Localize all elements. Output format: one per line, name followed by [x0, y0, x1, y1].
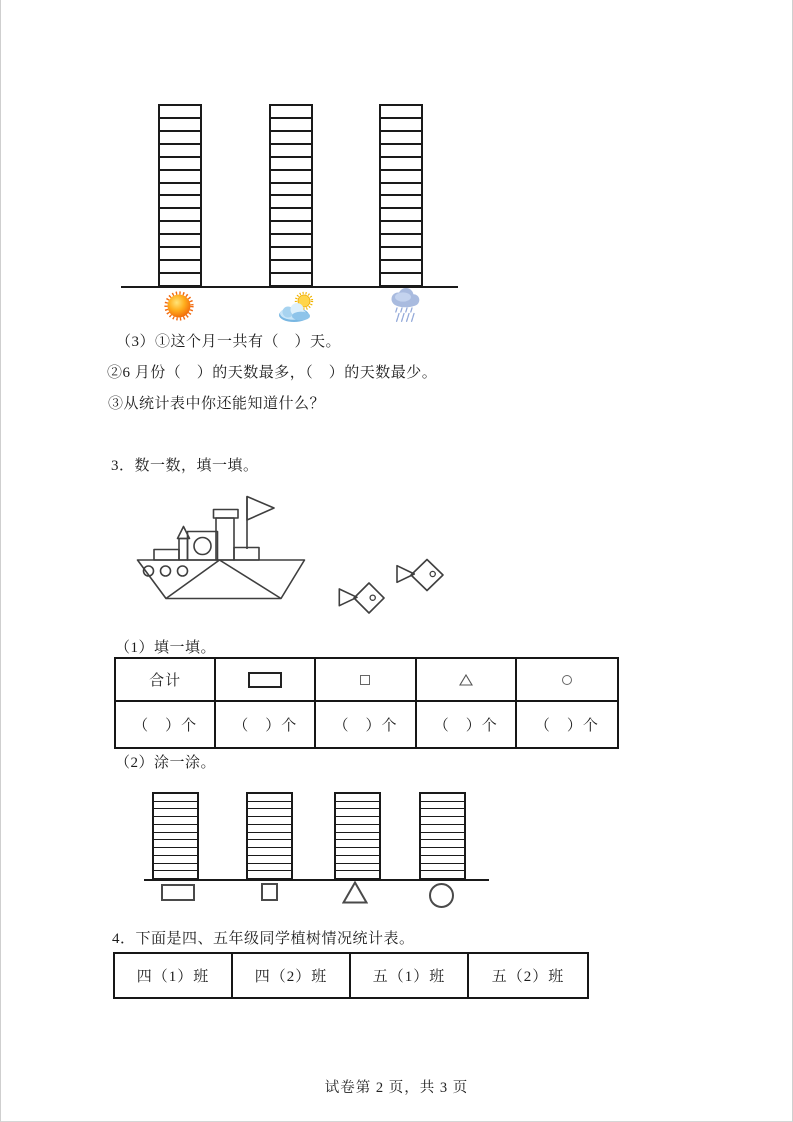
tally-cell	[154, 856, 197, 864]
square-shape-icon	[261, 883, 278, 901]
answer-cell: （ ）个	[116, 702, 216, 747]
answer-cell: （ ）个	[534, 718, 599, 734]
tally-cell	[154, 794, 197, 802]
question3-title: 3．数一数，填一填。	[111, 458, 259, 474]
tally-cell	[381, 196, 421, 209]
question2-part3-line2: ②6 月份（ ）的天数最多，（ ）的天数最少。	[107, 365, 438, 381]
tally-cell	[248, 864, 291, 872]
tally-cell	[381, 209, 421, 222]
tally-cell	[154, 864, 197, 872]
tally-cell	[381, 106, 421, 119]
tally-cell	[421, 809, 464, 817]
class-header-5-2: 五（2）班	[491, 969, 565, 985]
triangle-shape-icon	[459, 674, 473, 686]
tally-cell	[421, 817, 464, 825]
tally-cell	[271, 209, 311, 222]
circle-shape-icon	[562, 675, 572, 685]
tally-cell	[336, 856, 379, 864]
rectangle-shape-icon	[161, 884, 195, 901]
shapes-boat-figure	[121, 485, 461, 620]
tally-column-sunny	[158, 104, 202, 287]
tally-cell	[381, 171, 421, 184]
tally-column-square	[246, 792, 293, 880]
answer-cell: （ ）个	[216, 702, 316, 747]
question3-part2-label: （2）涂一涂。	[115, 755, 217, 771]
tally-cell	[160, 106, 200, 119]
tally-cell	[271, 171, 311, 184]
boat-shape	[138, 497, 305, 599]
tally-cell	[336, 809, 379, 817]
tally-cell	[336, 864, 379, 872]
question2-part3-line1: （3）①这个月一共有（ ）天。	[116, 334, 342, 350]
tally-cell	[336, 848, 379, 856]
tally-column-triangle	[334, 792, 381, 880]
tally-cell	[160, 222, 200, 235]
tally-column-circle	[419, 792, 466, 880]
tally-cell	[421, 802, 464, 810]
class-header-5-1: 五（1）班	[351, 954, 469, 997]
tally-cell	[381, 184, 421, 197]
tally-cell	[336, 840, 379, 848]
partly-cloudy-icon	[277, 291, 317, 323]
tally-cell	[154, 840, 197, 848]
tally-cell	[248, 809, 291, 817]
tally-cell	[160, 171, 200, 184]
tally-column-rectangle	[152, 792, 199, 880]
tally-cell	[248, 802, 291, 810]
tally-cell	[421, 833, 464, 841]
rectangle-shape-icon	[248, 672, 282, 688]
tally-cell	[336, 871, 379, 878]
tally-cell	[421, 864, 464, 872]
tally-cell	[421, 848, 464, 856]
tally-cell	[381, 145, 421, 158]
question2-part3-line3: ③从统计表中你还能知道什么？	[108, 396, 326, 412]
tally-cell	[160, 235, 200, 248]
tally-cell	[336, 833, 379, 841]
tally-cell	[154, 833, 197, 841]
tally-cell	[160, 145, 200, 158]
tally-cell	[381, 261, 421, 274]
tally-cell	[248, 848, 291, 856]
tally-cell	[336, 825, 379, 833]
class-table	[113, 952, 589, 999]
tally-cell	[154, 817, 197, 825]
tally-cell	[160, 158, 200, 171]
tally-cell	[421, 840, 464, 848]
tally-cell	[381, 222, 421, 235]
tally-cell	[154, 848, 197, 856]
shape-count-table	[114, 657, 619, 749]
answer-cell: （ ）个	[316, 702, 416, 747]
tally-cell	[421, 871, 464, 878]
tally-cell	[248, 817, 291, 825]
tally-cell	[381, 274, 421, 285]
question4-title: 4．下面是四、五年级同学植树情况统计表。	[112, 931, 415, 947]
tally-cell	[336, 794, 379, 802]
page-footer: 试卷第 2 页，共 3 页	[324, 1080, 469, 1096]
tally-cell	[248, 794, 291, 802]
tally-cell	[336, 802, 379, 810]
tally-cell	[421, 856, 464, 864]
tally-cell	[421, 825, 464, 833]
tally-cell	[160, 119, 200, 132]
tally-cell	[160, 248, 200, 261]
table-header-triangle	[417, 659, 517, 702]
tally-cell	[271, 261, 311, 274]
tally-cell	[271, 235, 311, 248]
tally-cell	[160, 132, 200, 145]
tally-cell	[154, 871, 197, 878]
tally-cell	[154, 825, 197, 833]
class-header-4-2: 四（2）班	[233, 954, 351, 997]
tally-cell	[248, 871, 291, 878]
table-header-rectangle	[216, 659, 316, 702]
circle-shape-icon	[429, 883, 454, 908]
tally-cell	[154, 802, 197, 810]
tally-cell	[271, 184, 311, 197]
tally-cell	[160, 261, 200, 274]
tally-cell	[160, 196, 200, 209]
tally-cell	[154, 809, 197, 817]
tally-cell	[271, 196, 311, 209]
square-shape-icon	[360, 675, 370, 685]
tally-cell	[248, 856, 291, 864]
tally-cell	[248, 825, 291, 833]
chart-axis-line	[144, 879, 489, 881]
tally-cell	[271, 248, 311, 261]
tally-cell	[271, 158, 311, 171]
question3-part1-label: （1）填一填。	[115, 640, 217, 656]
tally-cell	[271, 222, 311, 235]
sun-icon	[162, 289, 196, 323]
fish-shape-right	[397, 560, 443, 591]
tally-cell	[271, 132, 311, 145]
tally-column-rainy	[379, 104, 423, 287]
tally-cell	[160, 209, 200, 222]
tally-cell	[381, 235, 421, 248]
fish-shape-left	[339, 583, 384, 613]
triangle-shape-icon	[342, 881, 368, 904]
tally-cell	[381, 119, 421, 132]
table-header-circle	[517, 659, 617, 702]
table-header-total: 合计	[116, 659, 216, 702]
tally-cell	[336, 817, 379, 825]
answer-cell: （ ）个	[417, 702, 517, 747]
tally-cell	[160, 184, 200, 197]
tally-column-cloudy	[269, 104, 313, 287]
table-header-square	[316, 659, 416, 702]
tally-cell	[271, 145, 311, 158]
class-header-4-1: 四（1）班	[115, 954, 233, 997]
tally-cell	[248, 840, 291, 848]
tally-cell	[271, 119, 311, 132]
tally-cell	[271, 106, 311, 119]
tally-cell	[421, 794, 464, 802]
tally-cell	[381, 158, 421, 171]
tally-cell	[248, 833, 291, 841]
tally-cell	[271, 274, 311, 285]
tally-cell	[381, 248, 421, 261]
tally-cell	[160, 274, 200, 285]
rainy-icon	[388, 288, 422, 322]
tally-cell	[381, 132, 421, 145]
